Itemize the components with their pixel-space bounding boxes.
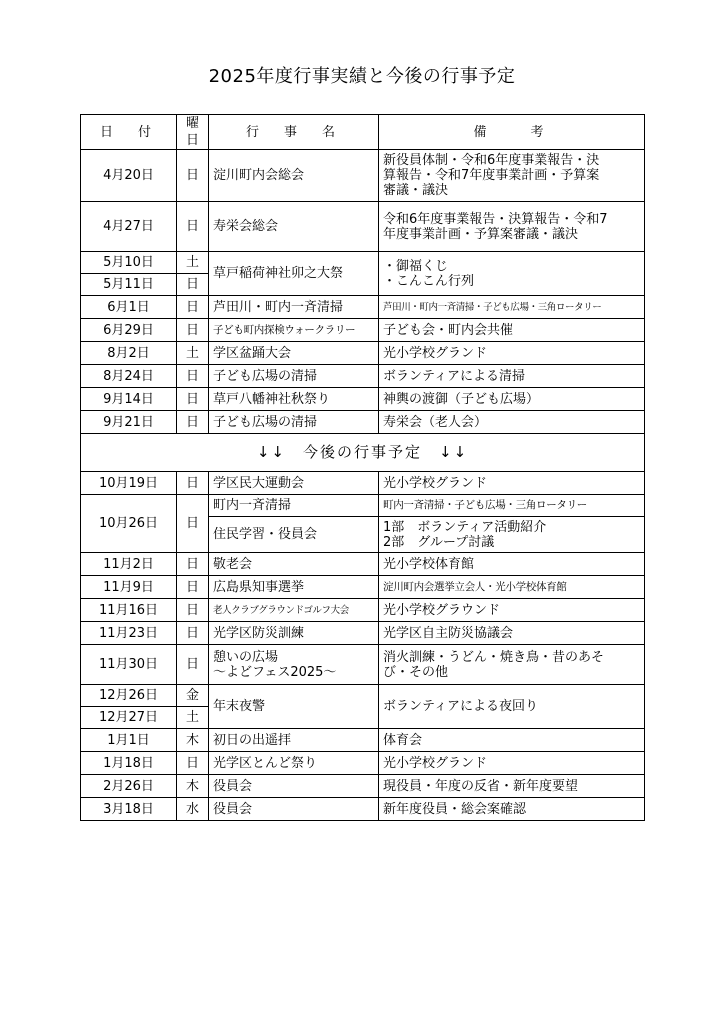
row-notes: 光小学校グランド — [379, 752, 645, 775]
row-notes: 町内一斉清掃・子ども広場・三角ロータリー — [379, 495, 645, 517]
notes-line: 1部 ボランティア活動紹介 — [383, 519, 547, 535]
row-notes — [379, 517, 645, 553]
row-notes: 体育会 — [379, 729, 645, 752]
row-date: 6月1日 — [81, 296, 177, 319]
row-date: 11月9日 — [81, 576, 177, 599]
row-event: 子ども広場の清掃 — [209, 411, 379, 434]
row-date: 8月24日 — [81, 365, 177, 388]
row-notes: 神輿の渡御（子ども広場） — [379, 388, 645, 411]
row-event: 学区盆踊大会 — [209, 342, 379, 365]
row-day: 日 — [177, 645, 209, 685]
header-notes: 備 考 — [379, 115, 645, 150]
row-day: 日 — [177, 202, 209, 252]
row-day: 日 — [177, 365, 209, 388]
header-date: 日 付 — [81, 115, 177, 150]
row-date: 12月27日 — [81, 707, 177, 729]
row-event: 草戸稲荷神社卯之大祭 — [209, 252, 379, 296]
row-notes: 光小学校グランド — [379, 342, 645, 365]
row-date: 6月29日 — [81, 319, 177, 342]
row-date: 4月20日 — [81, 150, 177, 202]
row-day: 日 — [177, 472, 209, 495]
row-day: 日 — [177, 553, 209, 576]
table-row — [81, 296, 645, 319]
event-line: 憩いの広場 — [213, 649, 279, 665]
notes-line: 消火訓練・うどん・焼き鳥・昔のあそ — [383, 649, 605, 665]
row-notes — [379, 645, 645, 685]
row-event: 淀川町内会総会 — [209, 150, 379, 202]
table-row — [81, 599, 645, 622]
row-date: 10月26日 — [81, 495, 177, 553]
row-event: 町内一斉清掃 — [209, 495, 379, 517]
row-date: 2月26日 — [81, 775, 177, 798]
row-day: 日 — [177, 622, 209, 645]
event-line: ～よどフェス2025～ — [213, 664, 337, 680]
row-event: 役員会 — [209, 798, 379, 821]
table-row — [81, 798, 645, 821]
row-date: 4月27日 — [81, 202, 177, 252]
row-event: 老人クラブグラウンドゴルフ大会 — [209, 599, 379, 622]
schedule-table — [80, 114, 645, 821]
header-event: 行 事 名 — [209, 115, 379, 150]
notes-line: ・こんこん行列 — [383, 273, 475, 289]
row-event: 敬老会 — [209, 553, 379, 576]
table-row — [81, 319, 645, 342]
table-row — [81, 775, 645, 798]
row-event: 子ども広場の清掃 — [209, 365, 379, 388]
row-notes: 子ども会・町内会共催 — [379, 319, 645, 342]
row-date: 1月1日 — [81, 729, 177, 752]
table-row — [81, 622, 645, 645]
header-day: 曜日 — [177, 115, 209, 150]
row-date: 5月11日 — [81, 274, 177, 296]
row-event: 学区民大運動会 — [209, 472, 379, 495]
row-event: 年末夜警 — [209, 685, 379, 729]
table-row — [81, 252, 645, 274]
table-row — [81, 202, 645, 252]
notes-line: 算報告・令和7年度事業計画・予算案 — [383, 168, 600, 183]
row-date: 10月19日 — [81, 472, 177, 495]
row-event: 光学区防災訓練 — [209, 622, 379, 645]
row-date: 5月10日 — [81, 252, 177, 274]
table-row — [81, 553, 645, 576]
row-notes — [379, 150, 645, 202]
row-event: 役員会 — [209, 775, 379, 798]
row-day: 土 — [177, 252, 209, 274]
row-date: 8月2日 — [81, 342, 177, 365]
table-header-row — [81, 115, 645, 150]
row-day: 土 — [177, 707, 209, 729]
table-row — [81, 411, 645, 434]
row-day: 日 — [177, 576, 209, 599]
notes-line: 令和6年度事業報告・決算報告・令和7 — [383, 211, 608, 227]
notes-line: び・その他 — [383, 664, 449, 680]
row-date: 1月18日 — [81, 752, 177, 775]
row-day: 水 — [177, 798, 209, 821]
row-event: 子ども町内探検ウォークラリー — [209, 319, 379, 342]
table-row — [81, 472, 645, 495]
row-event: 草戸八幡神社秋祭り — [209, 388, 379, 411]
table-row — [81, 150, 645, 202]
row-day: 木 — [177, 729, 209, 752]
row-event — [209, 645, 379, 685]
row-notes: 寿栄会（老人会） — [379, 411, 645, 434]
row-day: 木 — [177, 775, 209, 798]
row-date: 11月23日 — [81, 622, 177, 645]
row-day: 金 — [177, 685, 209, 707]
row-notes: 光小学校グラウンド — [379, 599, 645, 622]
row-event: 広島県知事選挙 — [209, 576, 379, 599]
row-event: 寿栄会総会 — [209, 202, 379, 252]
row-notes: 淀川町内会選挙立会人・光小学校体育館 — [379, 576, 645, 599]
page-title: 2025年度行事実績と今後の行事予定 — [208, 66, 516, 87]
row-notes: 現役員・年度の反省・新年度要望 — [379, 775, 645, 798]
notes-line: 新役員体制・令和6年度事業報告・決 — [383, 153, 600, 168]
row-date: 9月14日 — [81, 388, 177, 411]
row-day: 日 — [177, 296, 209, 319]
notes-line: 2部 グループ討議 — [383, 534, 495, 550]
row-notes: 新年度役員・総会案確認 — [379, 798, 645, 821]
table-row — [81, 576, 645, 599]
table-row — [81, 388, 645, 411]
row-day: 日 — [177, 150, 209, 202]
row-day: 日 — [177, 599, 209, 622]
row-notes — [379, 202, 645, 252]
table-row — [81, 495, 645, 517]
table-row — [81, 645, 645, 685]
row-notes — [379, 252, 645, 296]
notes-line: 審議・議決 — [383, 183, 449, 198]
row-event: 芦田川・町内一斉清掃 — [209, 296, 379, 319]
row-date: 11月16日 — [81, 599, 177, 622]
row-date: 12月26日 — [81, 685, 177, 707]
table-row — [81, 729, 645, 752]
row-date: 11月30日 — [81, 645, 177, 685]
row-event: 住民学習・役員会 — [209, 517, 379, 553]
table-row — [81, 685, 645, 707]
row-notes: 光学区自主防災協議会 — [379, 622, 645, 645]
row-day: 日 — [177, 752, 209, 775]
row-notes: ボランティアによる清掃 — [379, 365, 645, 388]
row-day: 土 — [177, 342, 209, 365]
notes-line: ・御福くじ — [383, 258, 449, 274]
row-notes: 光小学校体育館 — [379, 553, 645, 576]
table-row — [81, 752, 645, 775]
row-event: 初日の出遥拝 — [209, 729, 379, 752]
future-section-heading: ↓↓ 今後の行事予定 ↓↓ — [81, 434, 645, 472]
row-notes: ボランティアによる夜回り — [379, 685, 645, 729]
row-date: 11月2日 — [81, 553, 177, 576]
row-notes: 光小学校グランド — [379, 472, 645, 495]
row-day: 日 — [177, 388, 209, 411]
table-row — [81, 365, 645, 388]
row-date: 3月18日 — [81, 798, 177, 821]
row-date: 9月21日 — [81, 411, 177, 434]
row-day: 日 — [177, 319, 209, 342]
table-row — [81, 342, 645, 365]
section-divider-row — [81, 434, 645, 472]
row-event: 光学区とんど祭り — [209, 752, 379, 775]
row-notes: 芦田川・町内一斉清掃・子ども広場・三角ロータリー — [379, 296, 645, 319]
row-day: 日 — [177, 495, 209, 553]
row-day: 日 — [177, 274, 209, 296]
notes-line: 年度事業計画・予算案審議・議決 — [383, 226, 579, 242]
row-day: 日 — [177, 411, 209, 434]
